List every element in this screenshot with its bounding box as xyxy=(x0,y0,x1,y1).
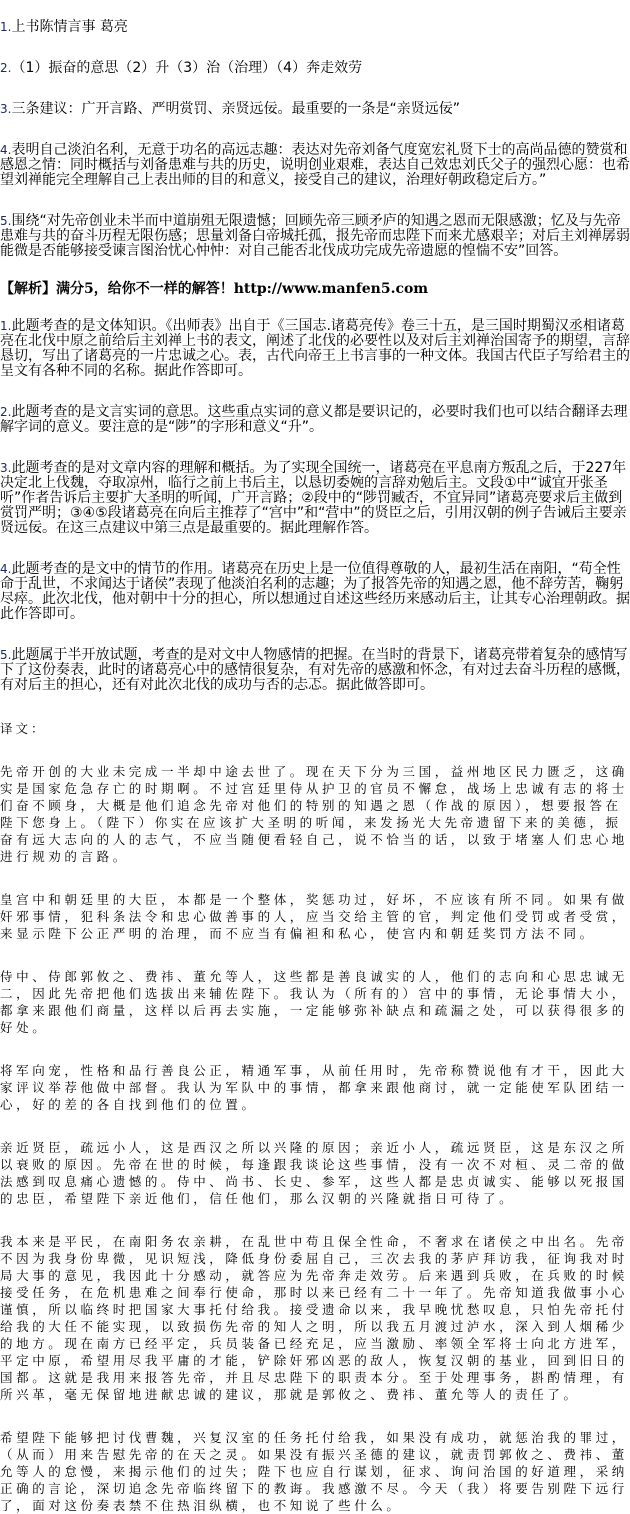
analysis-5: 5.此题属于半开放试题，考查的是对文中人物感情的把握。在当时的背景下，诸葛亮带着复杂的感情写下了这份奏表，此时的诸葛亮心中的感情很复杂，有对先帝的感激和怀念，有对过去奋斗历程的感慨，有对后主的担心，还有对此次北伐的成功与否的忐忑。据此做答即可。 xyxy=(0,647,630,693)
answer-5: 5.围绕“对先帝创业未半而中道崩殂无限遗憾；回顾先帝三顾矛庐的知遇之恩而无限感激；忆及与先帝患难与共的奋斗历程无限伤感；思量刘备白帝城托孤，报先帝而忠陛下而来尤感艰辛；对后主刘禅孱弱能微是否能够接受谏言图治忧心忡忡：对自己能否北伐成功完成先帝遗愿的惶惴不安”回答。 xyxy=(0,213,630,259)
answers-section xyxy=(0,20,630,259)
answer-3: 3.三条建议：广开言路、严明赏罚、亲贤远佞。最重要的一条是“亲贤远佞” xyxy=(0,101,460,117)
analysis-3: 3.此题考查的是对文章内容的理解和概括。为了实现全国统一，诸葛亮在平息南方叛乱之后，于227年决定北上伐魏，夺取凉州，临行之前上书后主，以恳切委婉的言辞劝勉后主。文段①中“诚宜开张圣听”作者告诉后主要扩大圣明的听闻，广开言路；②段中的“陟罚臧否，不宜异同”诸葛亮要求后主做到赏罚严明；③④⑤段诸葛亮在向后主推荐了“宫中”和“营中”的贤臣之后，引用汉朝的例子告诫后主要亲贤远佞。在这三点建议中第三点是最重要的。据此理解作答。 xyxy=(0,460,627,536)
answer-2: 2.（1）振奋的意思（2）升（3）治（治理）（4）奔走效劳 xyxy=(0,60,363,76)
analysis-heading: 【解析】满分5，给你不一样的解答！http://www.manfen5.com xyxy=(0,281,429,297)
analysis-4: 4.此题考查的是文中的情节的作用。诸葛亮在历史上是一位值得尊敬的人，最初生活在南阳，“苟全性命于乱世，不求闻达于诸侯”表现了他淡泊名利的志趣；为了报答先帝的知遇之恩，他不辞劳苦，鞠躬尽瘁。此次北伐，他对朝中十分的担心，所以想通过自述这些经历来感动后主，让其专心治理朝政。据此作答即可。 xyxy=(0,561,630,622)
translation-paragraph: 希望陛下能够把讨伐曹魏，兴复汉室的任务托付给我，如果没有成功，就惩治我的罪过，（从而）用来告慰先帝的在天之灵。如果没有振兴圣德的建议，就责罚郭攸之、费祎、董允等人的怠慢，来揭示他们的过失；陛下也应自行谋划，征求、询问治国的好道理，采纳正确的言论，深切追念先帝临终留下的教诲。我感激不尽。今天（我）将要告别陛下远行了，面对这份奏表禁不住热泪纵横，也不知说了些什么。 xyxy=(0,1430,628,1513)
translation-paragraph: 皇宫中和朝廷里的大臣，本都是一个整体，奖惩功过，好坏，不应该有所不同。如果有做奸邪事情，犯科条法令和忠心做善事的人，应当交给主管的官，判定他们受罚或者受赏，来显示陛下公正严明的治理，而不应当有偏袒和私心，使宫内和朝廷奖罚方法不同。 xyxy=(0,892,628,941)
answer-4: 4.表明自己淡泊名利，无意于功名的高远志趣：表达对先帝刘备气度宽宏礼贤下士的高尚品德的赞赏和感恩之情：同时概括与刘备患难与共的历史，说明创业艰难，表达自己效忠刘氏父子的强烈心愿：也希望刘禅能完全理解自己上表出师的目的和意义，接受自己的建议，治理好朝政稳定后方。” xyxy=(0,142,630,188)
translation-paragraph: 我本来是平民，在南阳务农亲耕，在乱世中苟且保全性命，不奢求在诸侯之中出名。先帝不因为我身份卑微，见识短浅，降低身份委屈自己，三次去我的茅庐拜访我，征询我对时局大事的意见，我因此十分感动，就答应为先帝奔走效劳。后来遇到兵败，在兵败的时候接受任务，在危机患难之间奉行使命，那时以来已经有二十一年了。先帝知道我做事小心谨慎，所以临终时把国家大事托付给我。接受遗命以来，我早晚忧愁叹息，只怕先帝托付给我的大任不能实现，以致损伤先帝的知人之明，所以我五月渡过泸水，深入到人烟稀少的地方。现在南方已经平定，兵员装备已经充足，应当激励、率领全军将士向北方进军，平定中原，希望用尽我平庸的才能，铲除奸邪凶恶的敌人，恢复汉朝的基业，回到旧日的国都。这就是我用来报答先帝，并且尽忠陛下的职责本分。至于处理事务，斟酌情理，有所兴革，毫无保留地进献忠诚的建议，那就是郭攸之、费祎、董允等人的责任了。 xyxy=(0,1234,628,1402)
analysis-1: 1.此题考查的是文体知识。《出师表》出自于《三国志.诸葛亮传》卷三十五，是三国时期蜀汉丞相诸葛亮在北伐中原之前给后主刘禅上书的表文，阐述了北伐的必要性以及对后主刘禅治国寄予的期望，言辞恳切，写出了诸葛亮的一片忠诚之心。表，古代向帝王上书言事的一种文体。我国古代臣子写给君主的呈文有各种不同的名称。据此作答即可。 xyxy=(0,318,630,379)
answer-1: 1.上书陈情言事 葛亮 xyxy=(0,19,128,35)
translation-paragraph: 将军向宠，性格和品行善良公正，精通军事，从前任用时，先帝称赞说他有才干，因此大家评议举荐他做中部督。我认为军队中的事情，都拿来跟他商讨，就一定能使军队团结一心，好的差的各自找到他们的位置。 xyxy=(0,1063,628,1112)
analysis-section xyxy=(0,319,630,693)
translation-paragraph: 亲近贤臣，疏远小人，这是西汉之所以兴隆的原因；亲近小人，疏远贤臣，这是东汉之所以衰败的原因。先帝在世的时候，每逢跟我谈论这些事情，没有一次不对桓、灵二帝的做法感到叹息痛心遗憾的。侍中、尚书、长史、参军，这些人都是忠贞诚实、能够以死报国的忠臣，希望陛下亲近他们，信任他们，那么汉朝的兴隆就指日可待了。 xyxy=(0,1140,628,1206)
translation-paragraph: 先帝开创的大业未完成一半却中途去世了。现在天下分为三国，益州地区民力匮乏，这确实是国家危急存亡的时期啊。不过宫廷里侍从护卫的官员不懈怠，战场上忠诚有志的将士们奋不顾身，大概是他们追念先帝对他们的特别的知遇之恩（作战的原因），想要报答在陛下您身上。（陛下）你实在应该扩大圣明的听闻，来发扬光大先帝遗留下来的美德，振奋有远大志向的人的志气，不应当随便看轻自己，说不恰当的话，以致于堵塞人们忠心地进行规劝的言路。 xyxy=(0,764,628,864)
translation-label: 译文： xyxy=(0,721,47,736)
translation-section xyxy=(0,763,630,1514)
analysis-2: 2.此题考查的是文言实词的意思。这些重点实词的意义都是要识记的，必要时我们也可以结合翻译去理解字词的意义。要注意的是“陟”的字形和意义“升”。 xyxy=(0,404,628,435)
translation-paragraph: 侍中、侍郎郭攸之、费祎、董允等人，这些都是善良诚实的人，他们的志向和心思忠诚无二，因此先帝把他们选拔出来辅佐陛下。我认为（所有的）宫中的事情，无论事情大小，都拿来跟他们商量，这样以后再去实施，一定能够弥补缺点和疏漏之处，可以获得很多的好处。 xyxy=(0,969,628,1035)
